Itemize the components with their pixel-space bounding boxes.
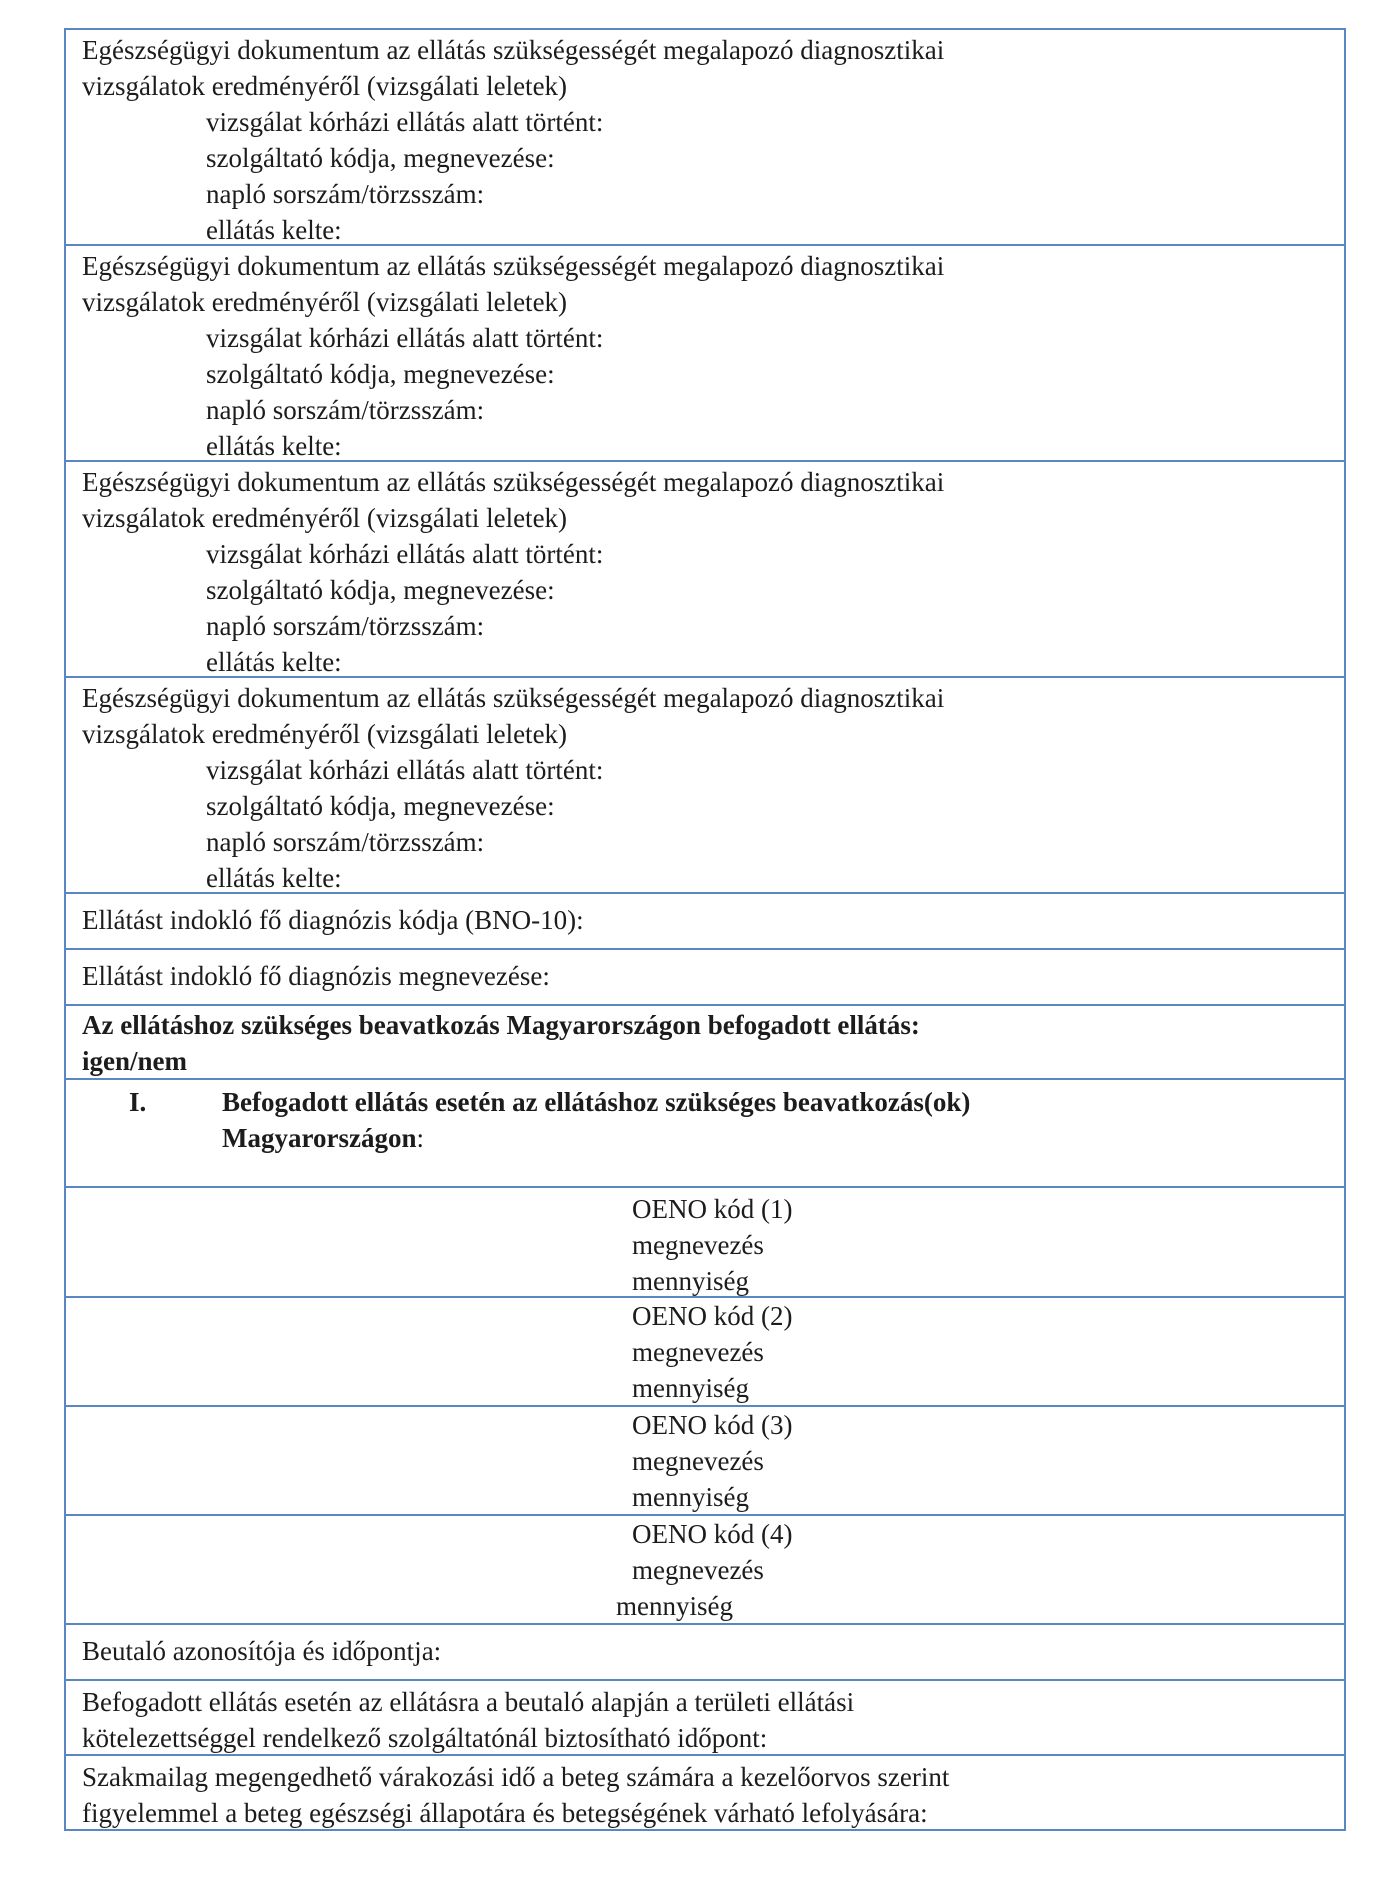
log-number-field[interactable]: napló sorszám/törzsszám: <box>206 611 485 641</box>
diagnostic-title-line-1: Egészségügyi dokumentum az ellátás szükségességét megalapozó diagnosztikai <box>82 251 945 281</box>
oeno-code-label: OENO kód (2) <box>632 1301 793 1331</box>
diagnosis-name-label: Ellátást indokló fő diagnózis megnevezése: <box>82 961 550 991</box>
oeno-block-4[interactable] <box>66 1516 1344 1625</box>
section-i-line-2-suffix: : <box>416 1123 424 1153</box>
hospital-exam-field[interactable]: vizsgálat kórházi ellátás alatt történt: <box>206 107 604 137</box>
medical-form-table <box>64 28 1346 1831</box>
log-number-field[interactable]: napló sorszám/törzsszám: <box>206 179 485 209</box>
intervention-question-line-1: Az ellátáshoz szükséges beavatkozás Magyarországon befogadott ellátás: <box>82 1010 920 1040</box>
section-i-heading-row <box>66 1080 1344 1188</box>
diagnostic-document-block-3 <box>66 462 1344 678</box>
section-i-line-1: Befogadott ellátás esetén az ellátáshoz szükséges beavatkozás(ok) <box>222 1087 971 1117</box>
oeno-block-2[interactable] <box>66 1298 1344 1407</box>
accepted-care-date-line-2: kötelezettséggel rendelkező szolgáltatónál biztosítható időpont: <box>82 1723 768 1753</box>
oeno-quantity-label: mennyiség <box>632 1373 749 1403</box>
section-i-heading <box>222 1084 1344 1186</box>
accepted-care-date-line-1: Befogadott ellátás esetén az ellátásra a beutaló alapján a területi ellátási <box>82 1687 855 1717</box>
referral-label: Beutaló azonosítója és időpontja: <box>82 1636 442 1666</box>
diagnostic-document-block-4 <box>66 678 1344 894</box>
oeno-block-3[interactable] <box>66 1407 1344 1516</box>
diagnostic-title-line-2: vizsgálatok eredményéről (vizsgálati leletek) <box>82 719 568 749</box>
oeno-code-label: OENO kód (1) <box>632 1194 793 1224</box>
oeno-code-label: OENO kód (3) <box>632 1410 793 1440</box>
oeno-quantity-label: mennyiség <box>632 1482 749 1512</box>
diagnostic-title-line-1: Egészségügyi dokumentum az ellátás szükségességét megalapozó diagnosztikai <box>82 683 945 713</box>
waiting-time-row[interactable] <box>66 1756 1344 1831</box>
care-date-field[interactable]: ellátás kelte: <box>206 863 342 893</box>
oeno-name-label: megnevezés <box>632 1555 764 1585</box>
provider-code-field[interactable]: szolgáltató kódja, megnevezése: <box>206 143 555 173</box>
intervention-accepted-row[interactable] <box>66 1006 1344 1080</box>
diagnostic-title-line-2: vizsgálatok eredményéről (vizsgálati leletek) <box>82 287 568 317</box>
section-i-line-2 <box>222 1120 1344 1156</box>
diagnosis-name-row[interactable] <box>66 950 1344 1006</box>
diagnostic-title-line-1: Egészségügyi dokumentum az ellátás szükségességét megalapozó diagnosztikai <box>82 467 945 497</box>
diagnostic-document-block-2 <box>66 246 1344 462</box>
waiting-time-line-2: figyelemmel a beteg egészségi állapotára és betegségének várható lefolyására: <box>82 1798 928 1828</box>
oeno-name-label: megnevezés <box>632 1446 764 1476</box>
diagnosis-code-row[interactable] <box>66 894 1344 950</box>
log-number-field[interactable]: napló sorszám/törzsszám: <box>206 395 485 425</box>
log-number-field[interactable]: napló sorszám/törzsszám: <box>206 827 485 857</box>
accepted-care-date-row[interactable] <box>66 1681 1344 1756</box>
oeno-code-label: OENO kód (4) <box>632 1519 793 1549</box>
provider-code-field[interactable]: szolgáltató kódja, megnevezése: <box>206 575 555 605</box>
diagnostic-title-line-2: vizsgálatok eredményéről (vizsgálati leletek) <box>82 503 568 533</box>
hospital-exam-field[interactable]: vizsgálat kórházi ellátás alatt történt: <box>206 323 604 353</box>
care-date-field[interactable]: ellátás kelte: <box>206 431 342 461</box>
section-numeral: I. <box>129 1087 147 1117</box>
provider-code-field[interactable]: szolgáltató kódja, megnevezése: <box>206 359 555 389</box>
waiting-time-line-1: Szakmailag megengedhető várakozási idő a beteg számára a kezelőorvos szerint <box>82 1762 950 1792</box>
referral-row[interactable] <box>66 1625 1344 1681</box>
section-i-line-2-bold: Magyarországon <box>222 1123 417 1153</box>
oeno-name-label: megnevezés <box>632 1230 764 1260</box>
care-date-field[interactable]: ellátás kelte: <box>206 215 342 245</box>
oeno-block-1[interactable] <box>66 1188 1344 1298</box>
care-date-field[interactable]: ellátás kelte: <box>206 647 342 677</box>
diagnostic-title-line-2: vizsgálatok eredményéről (vizsgálati leletek) <box>82 71 568 101</box>
diagnostic-title-line-1: Egészségügyi dokumentum az ellátás szükségességét megalapozó diagnosztikai <box>82 35 945 65</box>
oeno-name-label: megnevezés <box>632 1337 764 1367</box>
intervention-question-line-2: igen/nem <box>82 1046 187 1076</box>
oeno-quantity-label: mennyiség <box>632 1266 749 1296</box>
provider-code-field[interactable]: szolgáltató kódja, megnevezése: <box>206 791 555 821</box>
diagnostic-document-block-1 <box>66 30 1344 246</box>
oeno-quantity-label: mennyiség <box>616 1591 733 1621</box>
hospital-exam-field[interactable]: vizsgálat kórházi ellátás alatt történt: <box>206 539 604 569</box>
hospital-exam-field[interactable]: vizsgálat kórházi ellátás alatt történt: <box>206 755 604 785</box>
diagnosis-code-label: Ellátást indokló fő diagnózis kódja (BNO-10): <box>82 905 584 935</box>
